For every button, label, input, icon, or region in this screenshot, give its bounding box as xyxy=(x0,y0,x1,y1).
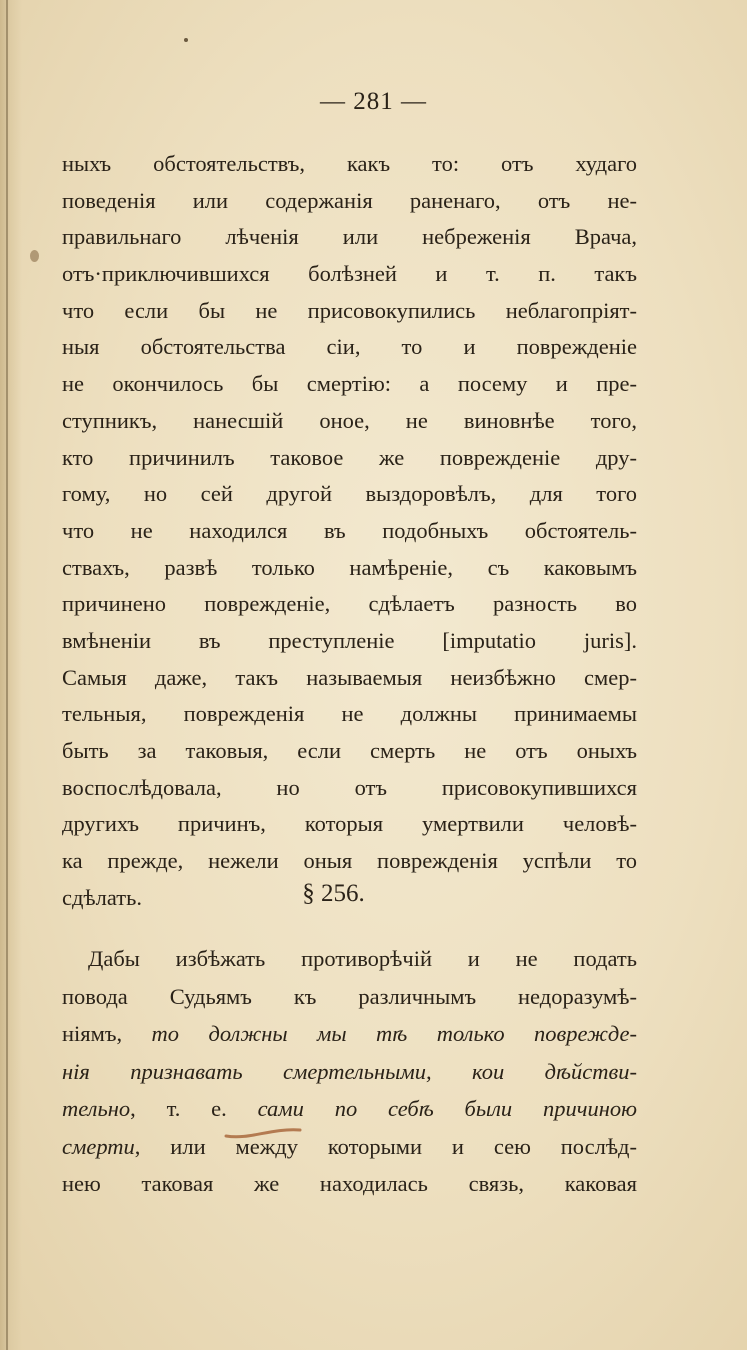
text-run: , т. е. xyxy=(130,1096,258,1121)
italic-run: сами по себѣ были причиною xyxy=(257,1096,637,1121)
text-line: что не находился въ подобныхъ обстоятель- xyxy=(62,517,637,543)
page-binding-edge xyxy=(6,0,8,1350)
italic-run: то должны мы тѣ только поврежде- xyxy=(151,1021,637,1046)
text-line xyxy=(62,1090,637,1128)
text-line xyxy=(62,1053,637,1091)
text-line: ствахъ, развѣ только намѣреніе, съ каковымъ xyxy=(62,554,637,580)
paragraph-2 xyxy=(62,940,637,1203)
text-line: правильнаго лѣченія или небреженія Врача, xyxy=(62,224,637,250)
text-run: ніямъ, xyxy=(62,1021,152,1046)
text-line: тельныя, поврежденія не должны принимаемы xyxy=(62,701,637,727)
text-line: гому, но сей другой выздоровѣлъ, для того xyxy=(62,481,637,507)
text-line: причинено поврежденіе, сдѣлаетъ разность во xyxy=(62,591,637,617)
italic-run: нія признавать смертельными, кои дѣйстви- xyxy=(62,1058,637,1084)
text-line: отъ·приключившихся болѣзней и т. п. такъ xyxy=(62,261,637,287)
text-line: ка прежде, нежели оныя поврежденія успѣли то xyxy=(62,848,637,874)
text-line: что если бы не присовокупились неблагопріят- xyxy=(62,297,637,323)
text-line xyxy=(62,1128,637,1166)
text-line: вмѣненіи въ преступленіе [imputatio juris]. xyxy=(62,627,637,653)
text-line: быть за таковыя, если смерть не отъ оныхъ xyxy=(62,738,637,763)
section-heading: § 256. xyxy=(302,880,365,907)
text-line: кто причинилъ таковое же поврежденіе дру- xyxy=(62,444,637,470)
page-spine-shadow xyxy=(0,0,22,1350)
text-line: повода Судьямъ къ различнымъ недоразумѣ- xyxy=(62,983,637,1009)
text-line: нею таковая же находилась связь, каковая xyxy=(62,1171,637,1196)
text-line: ступникъ, нанесшій оное, не виновнѣе того, xyxy=(62,407,637,433)
ink-speck xyxy=(184,38,188,42)
text-line: сдѣлать. xyxy=(62,884,143,910)
paragraph-1 xyxy=(62,146,637,916)
italic-run: тельно xyxy=(62,1096,131,1121)
text-line: воспослѣдовала, но отъ присовокупившихся xyxy=(62,774,637,800)
page-number-header: — 281 — xyxy=(320,88,427,115)
text-line: не окончилось бы смертію: а посему и пре- xyxy=(62,371,637,397)
text-line: Самыя даже, такъ называемыя неизбѣжно смер- xyxy=(62,664,637,690)
text-line xyxy=(62,1015,637,1053)
text-line: поведенія или содержанія раненаго, отъ не- xyxy=(62,187,637,213)
italic-run: смерти xyxy=(62,1133,135,1159)
text-line: ныя обстоятельства сіи, то и поврежденіе xyxy=(62,334,637,360)
text-line: ныхъ обстоятельствъ, какъ то: отъ худаго xyxy=(62,151,637,176)
ink-stain xyxy=(30,250,39,262)
text-line: Дабы избѣжать противорѣчій и не подать xyxy=(88,946,637,971)
text-run: , или между которыми и сею послѣд- xyxy=(134,1133,637,1159)
text-line: другихъ причинъ, которыя умертвили человѣ- xyxy=(62,811,637,837)
